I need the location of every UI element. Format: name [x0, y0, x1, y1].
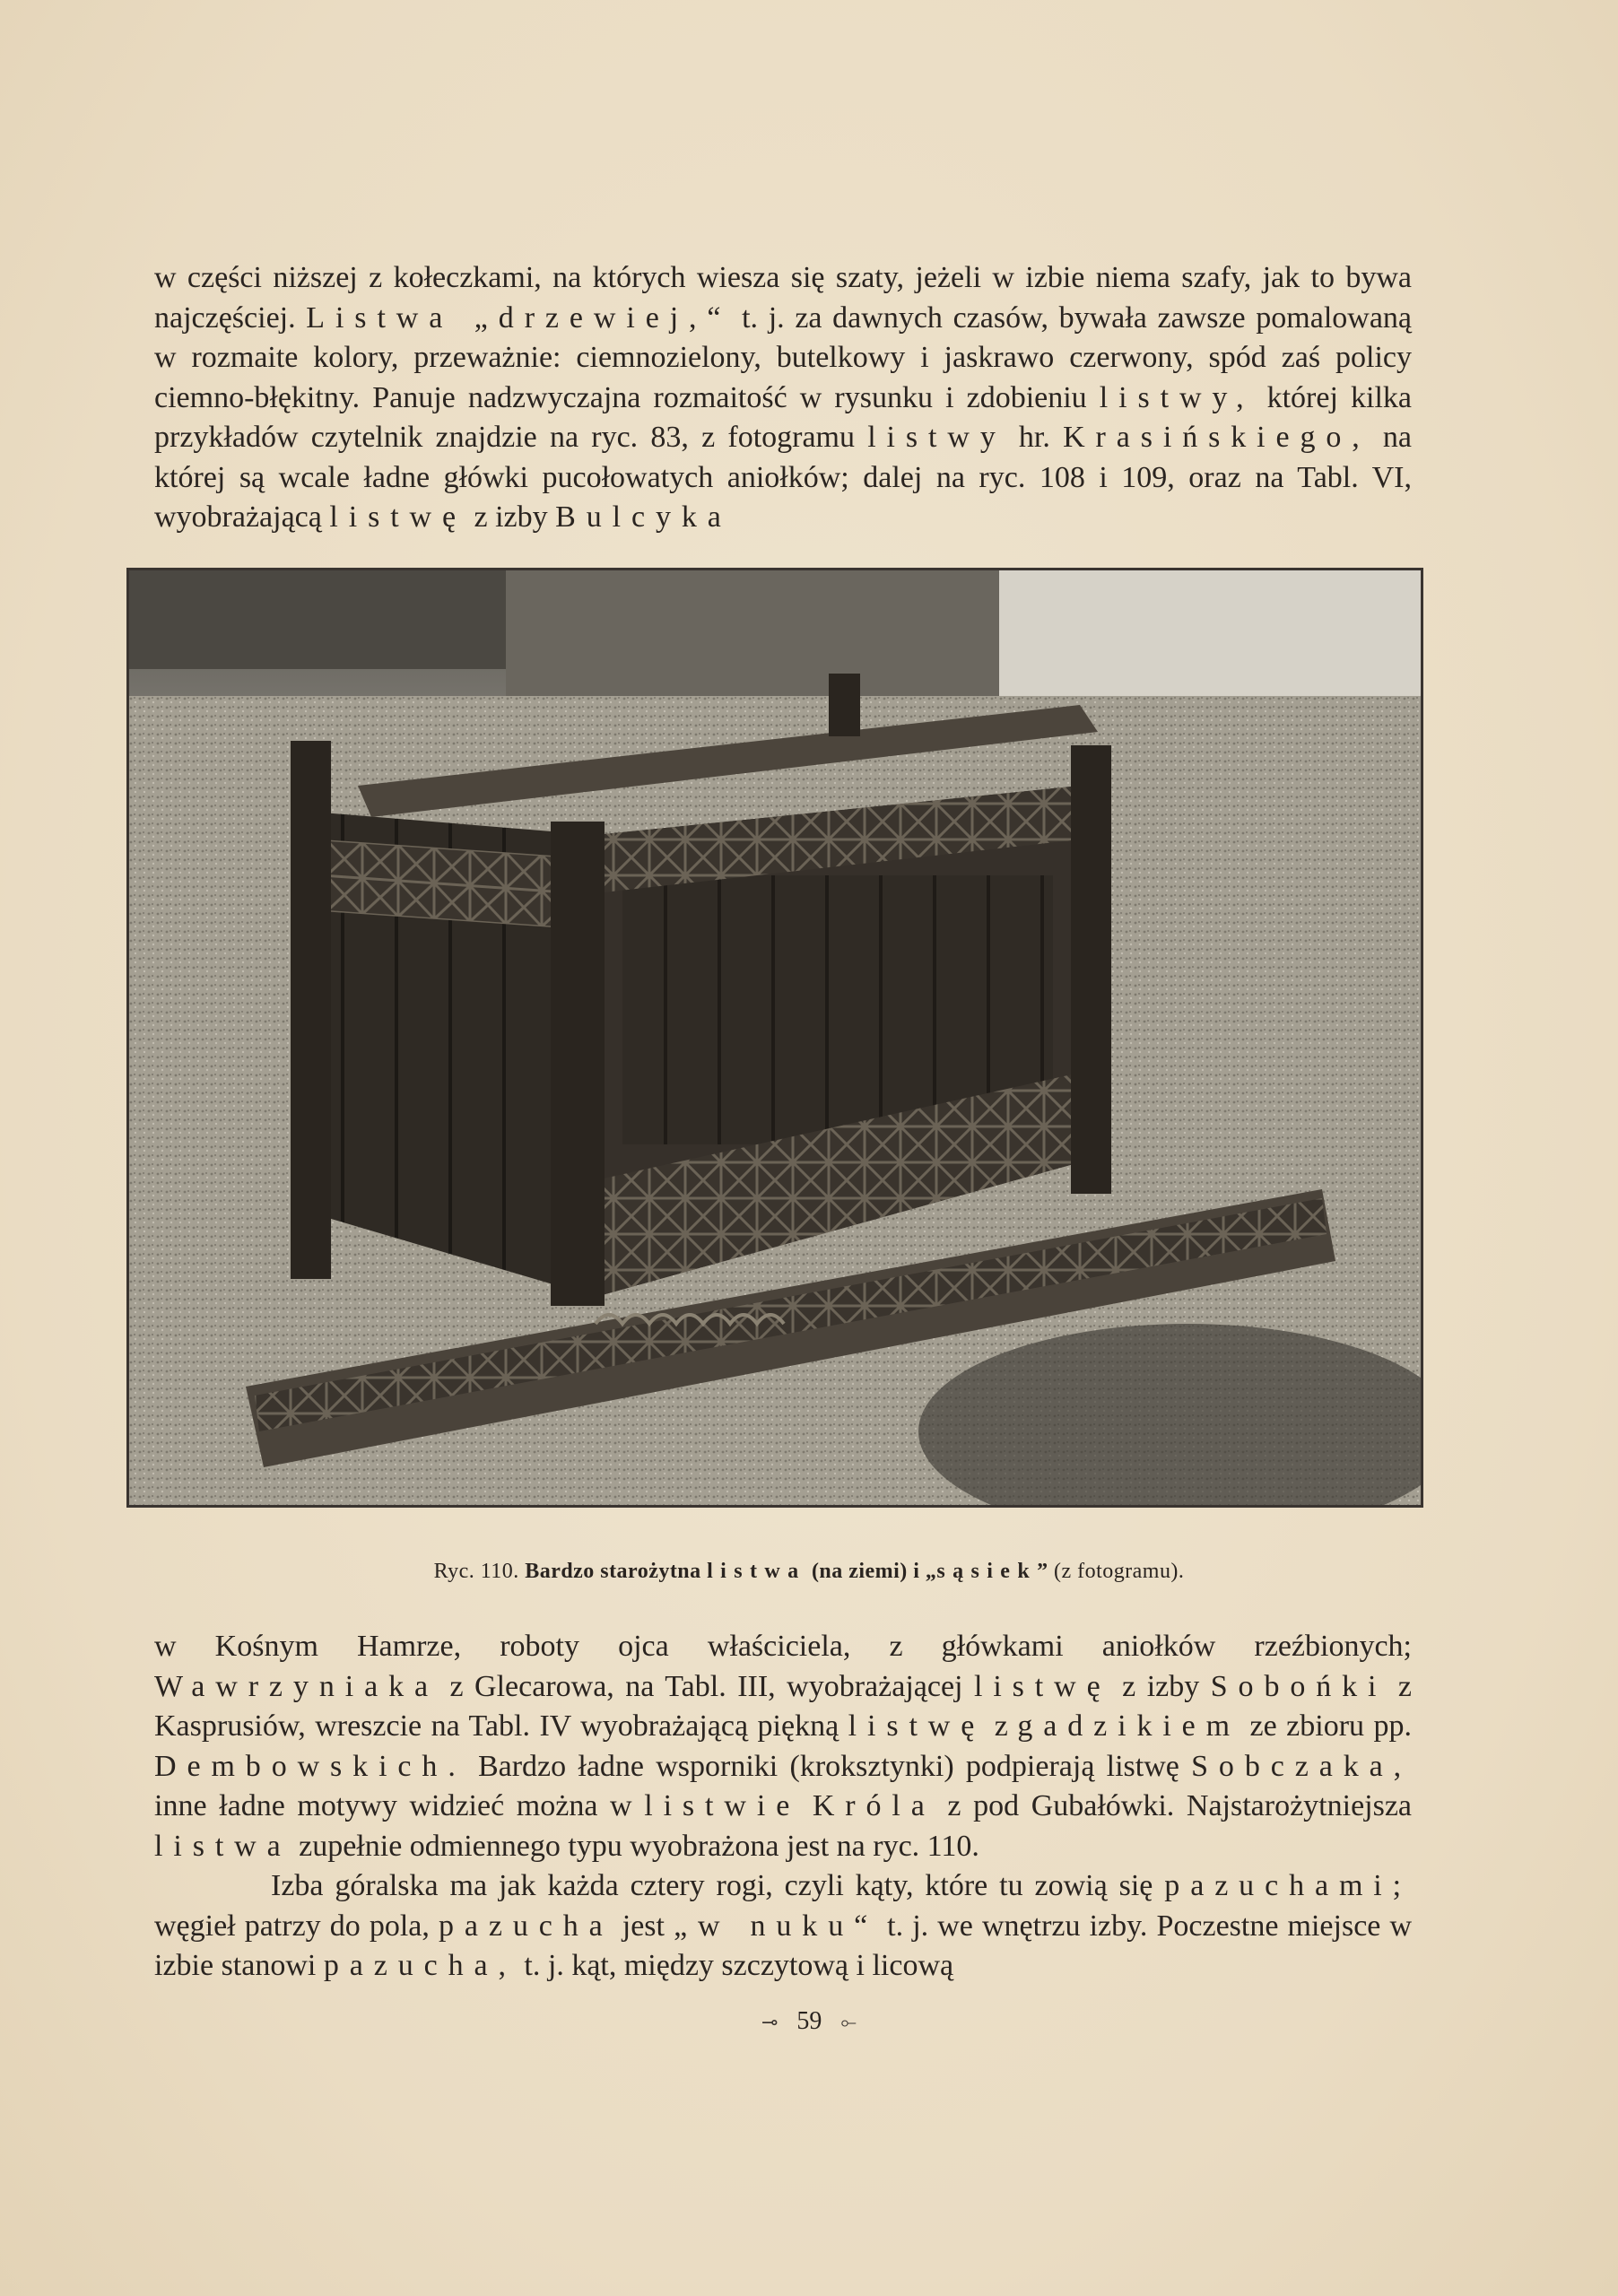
- caption-bold-2: (na ziemi) i „: [805, 1560, 937, 1583]
- caption-bold-1: Bardzo starożytna: [525, 1560, 708, 1583]
- spaced-text-run: listwie: [644, 1789, 801, 1822]
- figure-caption: [0, 1560, 1618, 1584]
- caption-lead: Ryc. 110.: [433, 1560, 519, 1583]
- spaced-text-run: pazucha: [438, 1909, 613, 1943]
- chest-photo-image: [129, 570, 1421, 1505]
- caption-tail: (z fotogramu).: [1048, 1560, 1185, 1583]
- spaced-text-run: pazucha,: [323, 1949, 517, 1982]
- caption-spaced-2: sąsiek: [936, 1560, 1038, 1583]
- text-run: z izby: [1110, 1669, 1211, 1703]
- text-run: węgieł patrzy do pola,: [154, 1909, 439, 1943]
- text-run: t. j. we wnętrzu izby. Poczestne miejsce w izbie stanowi: [154, 1909, 1413, 1982]
- left-ornament-icon: ⊸: [761, 2012, 779, 2034]
- paragraph-bottom: [154, 1627, 1412, 1987]
- spaced-text-run: listwy: [867, 421, 1006, 454]
- spaced-text-run: listwę: [329, 500, 466, 534]
- text-run: hr.: [1005, 421, 1064, 454]
- page-number-footer: [0, 2007, 1618, 2036]
- paragraph-bottom-1-text: [154, 1627, 1412, 1866]
- text-run: t. j. kąt, między szczytową i licową: [516, 1949, 954, 1982]
- text-run: ze zbioru pp.: [1240, 1709, 1412, 1743]
- figure-photograph: [126, 568, 1423, 1508]
- text-run: z: [985, 1709, 1018, 1743]
- text-run: zupełnie odmiennego typu wyobrażona jest na ryc. 110.: [291, 1829, 979, 1863]
- spaced-text-run: Króla: [812, 1789, 935, 1822]
- text-run: jest: [613, 1909, 674, 1943]
- spaced-text-run: Sobczaka,: [1191, 1749, 1412, 1783]
- text-run: z pod Gubałówki. Najstarożytniejsza: [935, 1789, 1413, 1822]
- spaced-text-run: listwę: [848, 1709, 986, 1743]
- page-number: 59: [796, 2007, 822, 2035]
- text-run: z Glecarowa, na Tabl. III, wyobrażającej: [438, 1669, 974, 1703]
- text-run: na której są wcale ładne główki pucołowatych aniołków; dalej na ryc. 108 i 109, oraz na Tabl. VI, wyobrażającą: [154, 421, 1413, 534]
- spaced-text-run: Sobońki: [1210, 1669, 1387, 1703]
- text-run: z izby: [466, 500, 556, 534]
- spaced-text-run: Bulcyka: [555, 500, 732, 534]
- spaced-text-run: Wawrzyniaka: [154, 1669, 439, 1703]
- caption-spaced-1: listwa: [707, 1560, 806, 1583]
- text-run: [800, 1789, 813, 1822]
- caption-bold-3: ”: [1037, 1560, 1048, 1583]
- text-run: inne ładne motywy widzieć można w: [154, 1789, 645, 1822]
- spaced-text-run: listwę: [973, 1669, 1111, 1703]
- spaced-text-run: Krasińskiego,: [1063, 421, 1370, 454]
- text-run: Bardzo ładne wsporniki (kroksztynki) podpierają listwę: [465, 1749, 1192, 1783]
- spaced-text-run: „w nuku“: [674, 1909, 879, 1943]
- text-run: w części niższej z kołeczkami, na których wiesza się szaty, jeżeli w izbie niema szafy, jak to bywa najczęściej.: [154, 261, 1412, 335]
- right-ornament-icon: ⟜: [840, 2012, 857, 2034]
- spaced-text-run: listwa: [154, 1829, 291, 1863]
- paragraph-top-text: [154, 258, 1412, 538]
- text-run: w Kośnym Hamrze, roboty ojca właściciela, z główkami aniołków rzeźbionych;: [154, 1630, 1412, 1663]
- spaced-text-run: Dembowskich.: [154, 1749, 466, 1783]
- spaced-text-run: Listwa „drzewiej,“: [306, 300, 732, 335]
- spaced-text-run: listwy,: [1099, 380, 1255, 414]
- text-run: t. j. za dawnych czasów, bywała zawsze pomalowaną w rozmaite kolory, przeważnie: ciemnozielony, butelkowy i jaskrawo czerwony, spód zaś policy ciemno-błękitny. Panuje nadzwyczajna rozmaitość w rysunku i zdobieniu: [154, 300, 1412, 414]
- text-run: której kilka przykładów czytelnik znajdzie na ryc. 83, z fotogramu: [154, 380, 1412, 454]
- paragraph-top: [154, 258, 1412, 538]
- spaced-text-run: pazuchami;: [1164, 1869, 1412, 1902]
- text-run: z Kasprusiów, wreszcie na Tabl. IV wyobrażającą piękną: [154, 1669, 1412, 1743]
- spaced-text-run: gadzikiem: [1017, 1709, 1241, 1743]
- text-run: Izba góralska ma jak każda cztery rogi, czyli kąty, które tu zowią się: [271, 1869, 1165, 1902]
- paragraph-bottom-2-text: [154, 1866, 1412, 1987]
